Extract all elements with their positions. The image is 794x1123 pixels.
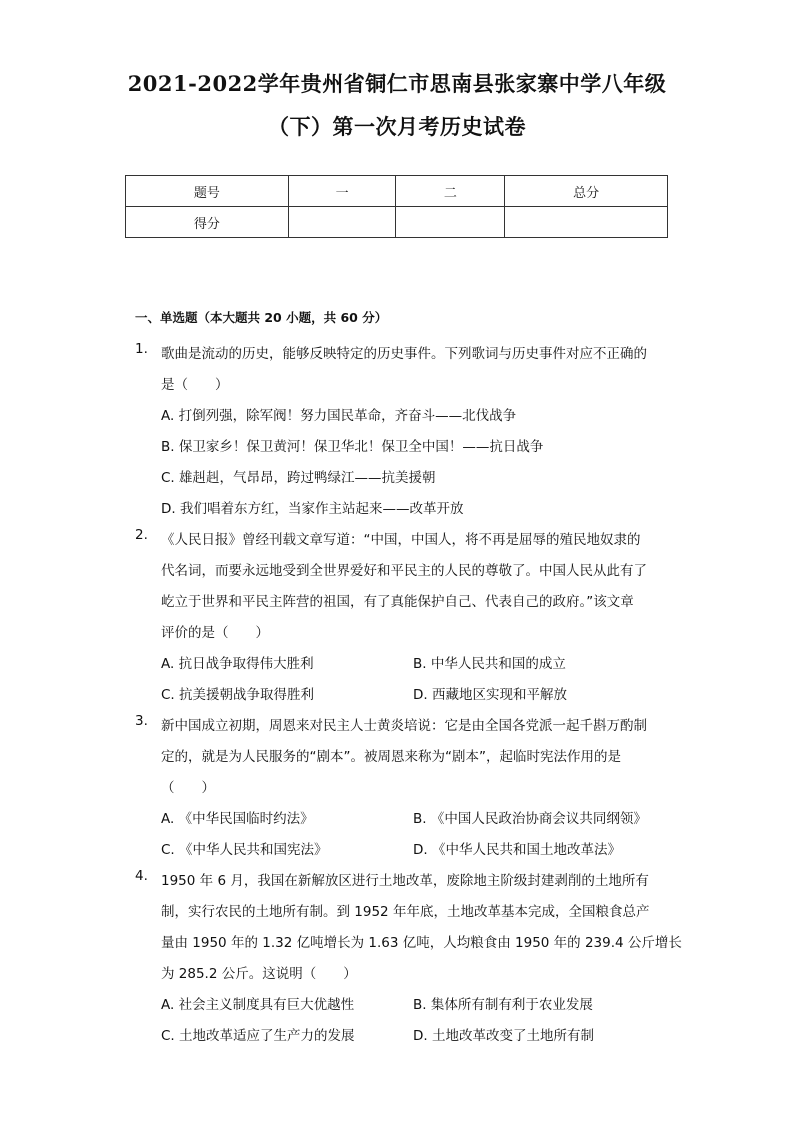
question-stem [161, 339, 665, 401]
score-table-cell [288, 207, 396, 238]
question-options [161, 990, 665, 1052]
option-d[interactable]: D. 我们唱着东方红，当家作主站起来——改革开放 [161, 501, 464, 517]
question-number: 3. [135, 713, 148, 729]
question-number: 1. [135, 341, 148, 357]
option-c[interactable]: C. 雄赳赳，气昂昂，跨过鸭绿江——抗美援朝 [161, 470, 436, 486]
option-a[interactable]: A. 社会主义制度具有巨大优越性 [161, 997, 355, 1013]
score-table-cell [505, 207, 668, 238]
question-4 [135, 866, 682, 1052]
question-number: 2. [135, 527, 148, 543]
option-c[interactable]: C. 《中华人民共和国宪法》 [161, 842, 328, 858]
question-options [161, 804, 665, 866]
question-stem [161, 525, 665, 649]
score-table-header-cell: 一 [288, 176, 396, 207]
question-stem-line: 屹立于世界和平民主阵营的祖国，有了真能保护自己、代表自己的政府。”该文章 [161, 594, 634, 610]
question-stem-line: 《人民日报》曾经刊载文章写道：“中国，中国人，将不再是屈辱的殖民地奴隶的 [161, 532, 641, 548]
question-stem-line: 评价的是（ ） [161, 625, 269, 641]
score-table-header-cell: 二 [396, 176, 505, 207]
question-stem-line: 制，实行农民的土地所有制。到 1952 年年底，土地改革基本完成，全国粮食总产 [161, 904, 650, 920]
option-c[interactable]: C. 抗美援朝战争取得胜利 [161, 687, 315, 703]
score-table [125, 175, 668, 238]
score-table-row-label: 得分 [126, 207, 289, 238]
option-d[interactable]: D. 《中华人民共和国土地改革法》 [413, 842, 621, 858]
option-c[interactable]: C. 土地改革适应了生产力的发展 [161, 1028, 355, 1044]
option-a[interactable]: A. 打倒列强，除军阀！努力国民革命，齐奋斗——北伐战争 [161, 408, 517, 424]
question-options [161, 649, 665, 711]
question-stem-line: 定的，就是为人民服务的“剧本”。被周恩来称为“剧本”，起临时宪法作用的是 [161, 749, 621, 765]
question-stem-line: 为 285.2 公斤。这说明（ ） [161, 966, 357, 982]
section-heading: 一、单选题（本大题共 20 小题，共 60 分） [135, 310, 388, 325]
option-b[interactable]: B. 集体所有制有利于农业发展 [413, 997, 593, 1013]
question-1 [135, 339, 665, 525]
score-table-header-row [126, 176, 668, 207]
score-table-cell [396, 207, 505, 238]
question-stem [161, 866, 682, 990]
question-stem-line: 量由 1950 年的 1.32 亿吨增长为 1.63 亿吨，人均粮食由 1950 年的 239.4 公斤增长 [161, 935, 682, 951]
option-d[interactable]: D. 西藏地区实现和平解放 [413, 687, 567, 703]
question-2 [135, 525, 665, 711]
option-b[interactable]: B. 《中国人民政治协商会议共同纲领》 [413, 811, 647, 827]
question-stem-line: 1950 年 6 月，我国在新解放区进行土地改革，废除地主阶级封建剥削的土地所有 [161, 873, 649, 889]
score-table-header-cell: 题号 [126, 176, 289, 207]
option-d[interactable]: D. 土地改革改变了土地所有制 [413, 1028, 594, 1044]
question-stem-line: 新中国成立初期，周恩来对民主人士黄炎培说：它是由全国各党派一起千斟万酌制 [161, 718, 647, 734]
exam-title-line-1: 2021-2022学年贵州省铜仁市思南县张家寨中学八年级 [127, 71, 667, 96]
question-stem-line: （ ） [161, 780, 215, 796]
score-table-header-cell: 总分 [505, 176, 668, 207]
question-options [161, 401, 665, 525]
question-number: 4. [135, 868, 148, 884]
option-a[interactable]: A. 《中华民国临时约法》 [161, 811, 314, 827]
question-stem-line: 是（ ） [161, 377, 229, 393]
question-3 [135, 711, 665, 866]
option-b[interactable]: B. 中华人民共和国的成立 [413, 656, 566, 672]
question-stem [161, 711, 665, 804]
option-b[interactable]: B. 保卫家乡！保卫黄河！保卫华北！保卫全中国！——抗日战争 [161, 439, 544, 455]
exam-title-line-2: （下）第一次月考历史试卷 [268, 114, 526, 139]
score-table-score-row [126, 207, 668, 238]
question-stem-line: 代名词，而要永远地受到全世界爱好和平民主的人民的尊敬了。中国人民从此有了 [161, 563, 647, 579]
question-stem-line: 歌曲是流动的历史，能够反映特定的历史事件。下列歌词与历史事件对应不正确的 [161, 346, 647, 362]
option-a[interactable]: A. 抗日战争取得伟大胜利 [161, 656, 314, 672]
